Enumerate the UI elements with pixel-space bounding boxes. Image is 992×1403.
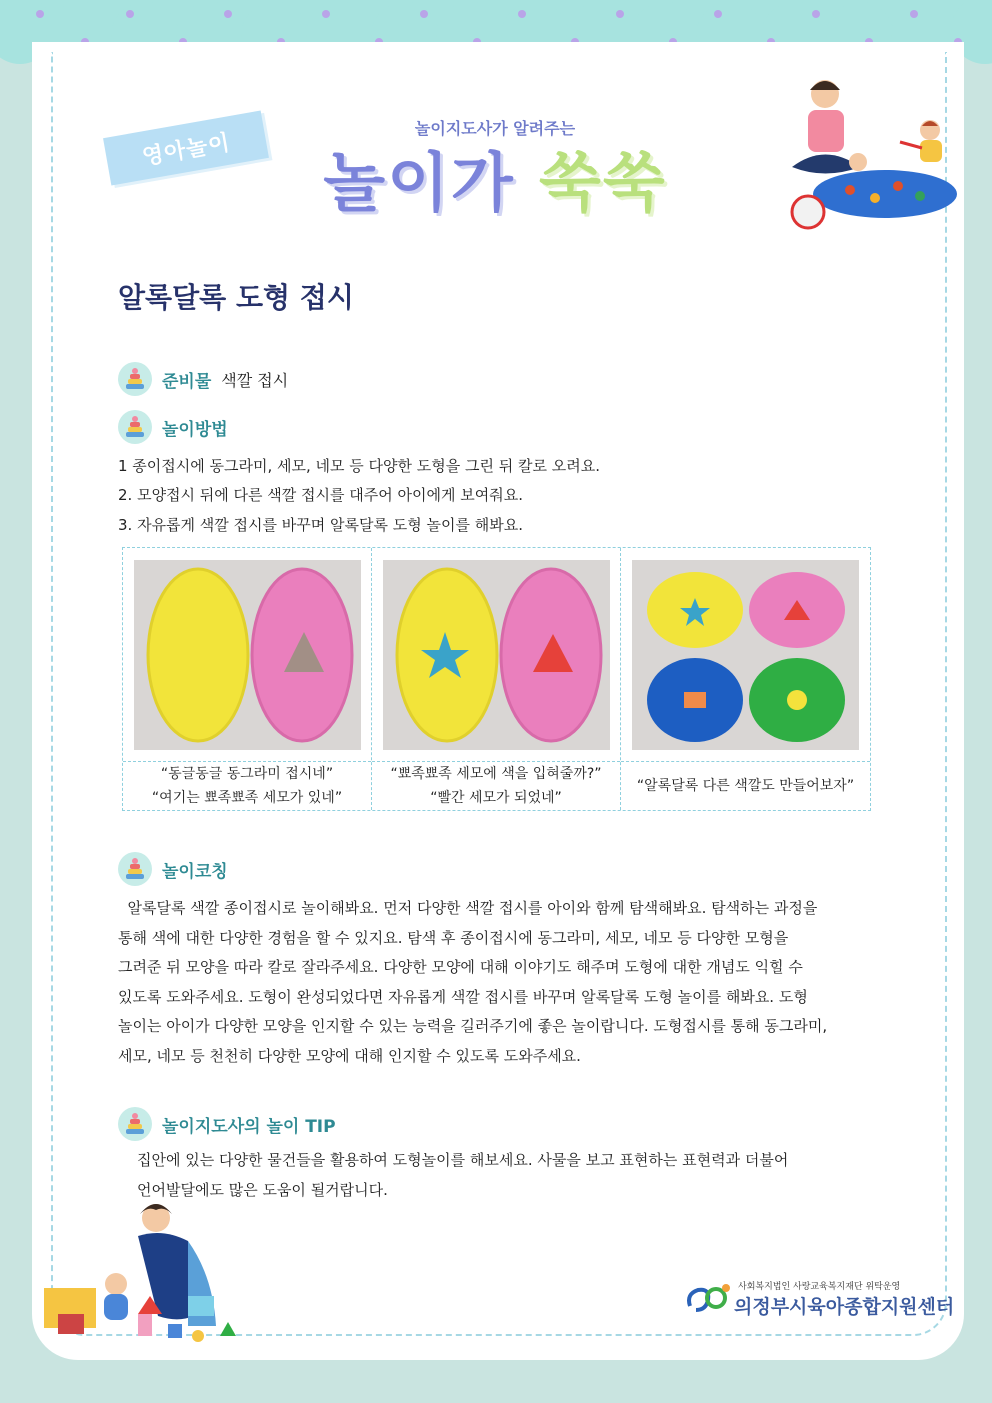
method-step: 1 종이접시에 동그라미, 세모, 네모 등 다양한 도형을 그린 뒤 칼로 오려요.	[118, 457, 601, 475]
ring-stack-icon	[118, 1107, 152, 1141]
paragraph-line: 있도록 도와주세요. 도형이 완성되었다면 자유롭게 색깔 접시를 바꾸며 알록달록 도형 놀이를 해봐요. 도형	[118, 987, 808, 1006]
paragraph-line: 통해 색에 대한 다양한 경험을 할 수 있지요. 탐색 후 종이접시에 동그라미, 세모, 네모 등 다양한 모형을	[118, 928, 789, 947]
tip-label: 놀이지도사의 놀이 TIP	[162, 1116, 336, 1137]
photo-caption	[123, 761, 371, 810]
center-logo-icon	[684, 1280, 734, 1316]
paragraph-line: 세모, 네모 등 천천히 다양한 모양에 대해 인지할 수 있도록 도와주세요.	[118, 1046, 581, 1065]
photo-cell	[621, 548, 870, 810]
caption-line: “뾰족뾰족 세모에 색을 입혀줄까?”	[390, 766, 602, 782]
method-section	[118, 410, 228, 444]
coaching-label: 놀이코칭	[162, 861, 228, 882]
caption-line: “알록달록 다른 색깔도 만들어보자”	[636, 778, 855, 794]
photo-cell	[372, 548, 621, 810]
paragraph-line: 집안에 있는 다양한 물건들을 활용하여 도형놀이를 해보세요. 사물을 보고 표현하는 표현력과 더불어	[137, 1151, 789, 1169]
ring-stack-icon	[118, 410, 152, 444]
paragraph-line: 알록달록 색깔 종이접시로 놀이해봐요. 먼저 다양한 색깔 접시를 아이와 함께 탐색해봐요. 탐색하는 과정을	[118, 899, 818, 917]
photo-table	[122, 547, 871, 811]
materials-label: 준비물	[162, 371, 212, 392]
title-part-2: 쑥쑥	[539, 147, 667, 221]
caption-line: “동글동글 동그라미 접시네”	[160, 766, 334, 782]
ring-stack-icon	[118, 852, 152, 886]
plates-photo	[632, 560, 859, 750]
photo-caption	[621, 761, 870, 810]
method-step: 2. 모양접시 뒤에 다른 색깔 접시를 대주어 아이에게 보여줘요.	[118, 486, 523, 504]
method-label: 놀이방법	[162, 419, 228, 440]
page-subtitle: 놀이지도사가 알려주는	[414, 119, 576, 138]
plates-photo	[383, 560, 610, 750]
coaching-paragraph	[118, 894, 874, 1071]
method-step: 3. 자유롭게 색깔 접시를 바꾸며 알록달록 도형 놀이를 해봐요.	[118, 516, 523, 534]
plates-photo	[134, 560, 361, 750]
paragraph-line: 놀이는 아이가 다양한 모양을 인지할 수 있는 능력을 길러주기에 좋은 놀이랍니다. 도형접시를 통해 동그라미,	[118, 1017, 828, 1035]
mother-baby-blocks-illustration	[38, 1196, 248, 1366]
activity-heading: 알록달록 도형 접시	[118, 281, 354, 314]
photo-caption	[372, 761, 620, 810]
center-name: 의정부시육아종합지원센터	[734, 1296, 955, 1318]
tip-section	[118, 1107, 336, 1141]
ring-stack-icon	[118, 362, 152, 396]
family-play-illustration	[770, 72, 960, 232]
coaching-section	[118, 852, 228, 886]
materials-section	[118, 362, 288, 396]
photo-cell	[123, 548, 372, 810]
caption-line: “여기는 뾰족뾰족 세모가 있네”	[151, 790, 343, 806]
materials-value: 색깔 접시	[221, 370, 289, 390]
category-tag: 영아놀이	[103, 110, 269, 185]
title-part-1: 놀이가	[323, 147, 515, 221]
operator-text: 사회복지법인 사랑교육복지재단 위탁운영	[738, 1282, 901, 1292]
caption-line: “빨간 세모가 되었네”	[430, 790, 562, 806]
page-title	[300, 132, 690, 224]
paragraph-line: 그려준 뒤 모양을 따라 칼로 잘라주세요. 다양한 모양에 대해 이야기도 해주며 도형에 대한 개념도 익힐 수	[118, 958, 803, 976]
paragraph-line: 언어발달에도 많은 도움이 될거랍니다.	[137, 1180, 388, 1199]
